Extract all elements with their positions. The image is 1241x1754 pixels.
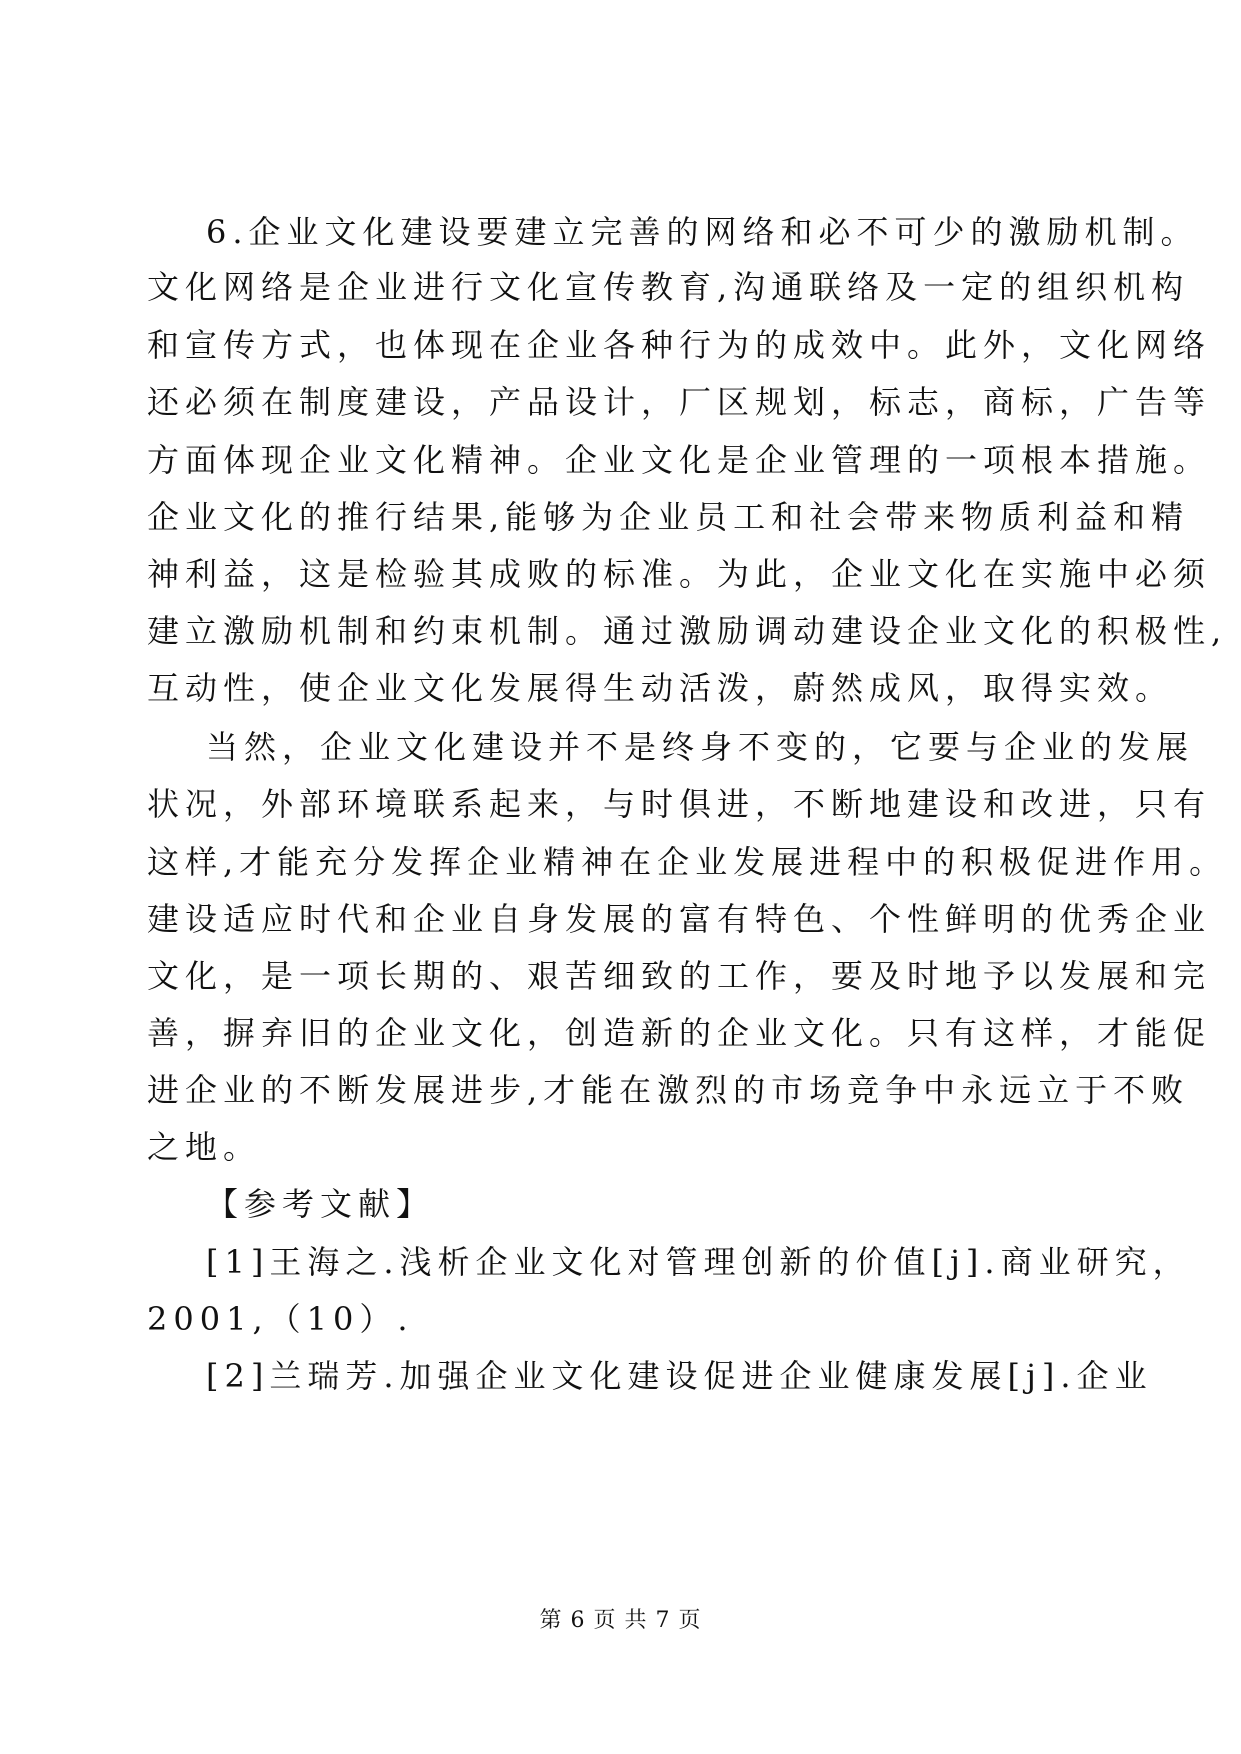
- text-line: 进企业的不断发展进步,才能在激烈的市场竞争中永远立于不败: [147, 1071, 1190, 1109]
- text-line: 之地。: [147, 1128, 262, 1166]
- text-line: 文化网络是企业进行文化宣传教育,沟通联络及一定的组织机构: [147, 268, 1190, 306]
- text-line: 方面体现企业文化精神。企业文化是企业管理的一项根本措施。: [147, 441, 1212, 479]
- text-line: 当然，企业文化建设并不是终身不变的，它要与企业的发展: [206, 728, 1195, 766]
- text-line: 善，摒弃旧的企业文化，创造新的企业文化。只有这样，才能促: [147, 1014, 1212, 1052]
- reference-item-continuation: 2001,（10）.: [147, 1300, 414, 1338]
- page-number-footer: 第 6 页 共 7 页: [539, 1608, 702, 1633]
- text-line: 文化，是一项长期的、艰苦细致的工作，要及时地予以发展和完: [147, 957, 1212, 995]
- text-line: 企业文化的推行结果,能够为企业员工和社会带来物质利益和精: [147, 498, 1190, 536]
- reference-item: [1]王海之.浅析企业文化对管理创新的价值[j].商业研究，: [206, 1243, 1191, 1281]
- text-line: 神利益，这是检验其成败的标准。为此，企业文化在实施中必须: [147, 555, 1212, 593]
- text-line: 建立激励机制和约束机制。通过激励调动建设企业文化的积极性,: [147, 612, 1228, 650]
- text-line: 和宣传方式，也体现在企业各种行为的成效中。此外，文化网络: [147, 326, 1212, 364]
- text-line: 这样,才能充分发挥企业精神在企业发展进程中的积极促进作用。: [147, 843, 1228, 881]
- references-heading: 【参考文献】: [206, 1185, 435, 1223]
- text-line: 互动性，使企业文化发展得生动活泼，蔚然成风，取得实效。: [147, 669, 1174, 707]
- text-line: 建设适应时代和企业自身发展的富有特色、个性鲜明的优秀企业: [147, 900, 1212, 938]
- reference-item: [2]兰瑞芳.加强企业文化建设促进企业健康发展[j].企业: [206, 1357, 1153, 1395]
- text-line: 状况，外部环境联系起来，与时俱进，不断地建设和改进，只有: [147, 785, 1212, 823]
- text-line: 6.企业文化建设要建立完善的网络和必不可少的激励机制。: [206, 213, 1199, 251]
- text-line: 还必须在制度建设，产品设计，厂区规划，标志，商标，广告等: [147, 383, 1212, 421]
